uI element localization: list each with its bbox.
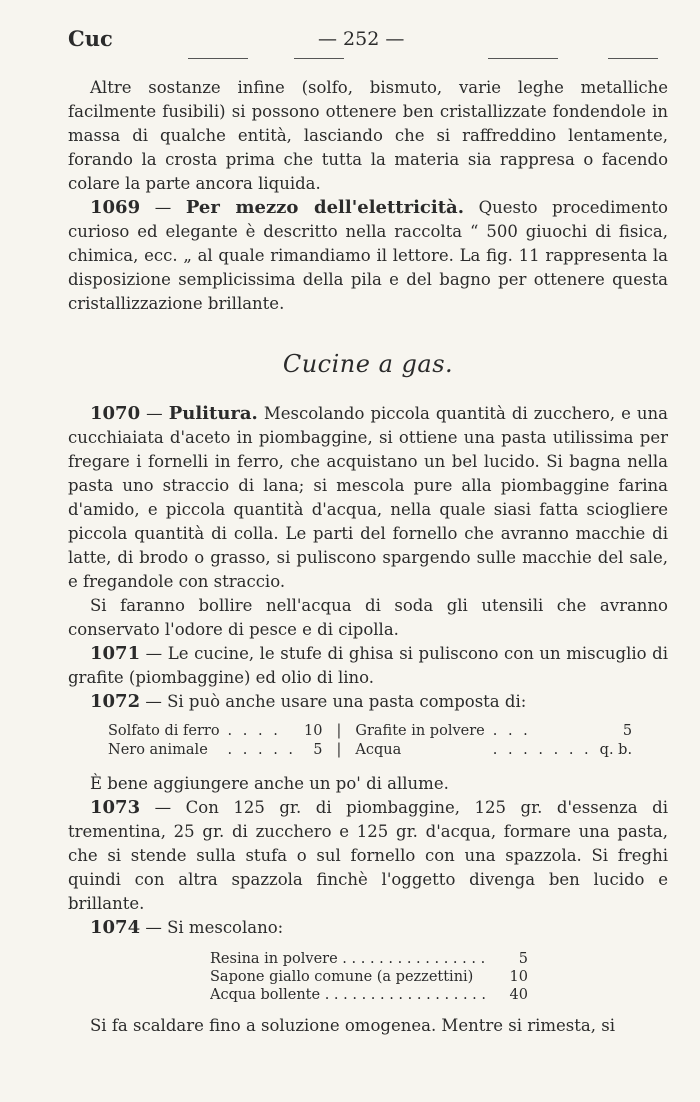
recipe-list — [210, 950, 668, 1004]
list-item — [210, 986, 528, 1004]
paragraph-1071 — [68, 642, 668, 690]
entry-text: Con 125 gr. di piombaggine, 125 gr. d'essenza di trementina, 25 gr. di zucchero e 125 gr. d'acqua, formare una pasta, che si stende sulla stufa o sul fornello con una spazzola. Si freghi quindi con altra spazzola finchè l'oggetto divenga ben lucido e brillante. — [68, 798, 668, 913]
entry-number: 1074 — [90, 917, 141, 938]
leader-dots: . . . . . — [227, 742, 297, 758]
ingredient-name: Acqua — [355, 742, 402, 758]
entry-number: 1069 — [90, 197, 141, 218]
column-divider: | — [336, 723, 342, 739]
paragraph-1073 — [68, 796, 668, 916]
entry-dash: — — [140, 198, 186, 217]
header-rule — [188, 58, 248, 59]
list-item — [210, 968, 528, 986]
column-divider: | — [336, 742, 342, 758]
ingredient-name: Nero animale — [108, 742, 208, 758]
entry-number: 1073 — [90, 797, 141, 818]
entry-text: Questo procedimento curioso ed elegante è descritto nella raccolta “ 500 giuochi di fisica, chimica, ecc. „ al quale rimandiamo il lettore. La fig. 11 rappresenta la disposizione semplicissima della pila e del bagno per ottenere questa cristallizzazione brillante. — [68, 198, 668, 313]
ingredient-name: Sapone giallo comune (a pezzettini) — [210, 969, 474, 985]
paragraph-allume: È bene aggiungere anche un po' di allume. — [90, 774, 449, 793]
entry-dash: — — [140, 644, 168, 663]
paragraph-soda: Si faranno bollire nell'acqua di soda gli utensili che avranno conservato l'odore di pesce e di cipolla. — [68, 596, 668, 639]
paragraph-intro: Altre sostanze infine (solfo, bismuto, varie leghe metalliche facilmente fusibili) si possono ottenere ben cristallizzate fondendole in massa di qualche entità, lasciando che si raffreddino lentamente, forando la crosta prima che tutta la materia sia rappresa o facendo colare la parte ancora liquida. — [68, 78, 668, 193]
header-rule — [488, 58, 558, 59]
paragraph-1072 — [68, 690, 668, 714]
entry-dash: — — [140, 404, 169, 423]
running-head: Cuc — [68, 26, 113, 51]
ingredient-qty: 5 — [313, 742, 323, 758]
paragraph-last: Si fa scaldare fino a soluzione omogenea. Mentre si rimesta, si — [90, 1016, 615, 1035]
leader-dots: . . . — [492, 723, 531, 739]
table-row — [104, 722, 636, 741]
leader-dots: . . . . — [227, 723, 281, 739]
ingredient-qty: 10 — [509, 969, 528, 985]
entry-number: 1070 — [90, 403, 141, 424]
ingredient-qty: q. b. — [599, 742, 633, 758]
list-item — [210, 950, 528, 968]
entry-number: 1072 — [90, 691, 141, 712]
section-title: Cucine a gas. — [282, 350, 454, 378]
ingredient-qty: 5 — [622, 723, 633, 739]
entry-title: Pulitura. — [168, 403, 258, 424]
entry-number: 1071 — [90, 643, 141, 664]
entry-text: Si può anche usare una pasta composta di: — [167, 692, 527, 711]
header-rule — [608, 58, 658, 59]
page-header — [68, 22, 660, 62]
page-body — [68, 76, 668, 1038]
recipe-table — [104, 722, 636, 760]
ingredient-name: Acqua bollente . . . . . . . . . . . . . . . . . . — [210, 987, 487, 1003]
page-number: — 252 — — [318, 28, 405, 50]
ingredient-name: Grafite in polvere — [355, 723, 485, 739]
ingredient-name: Solfato di ferro — [108, 723, 220, 739]
ingredient-qty: 40 — [509, 987, 528, 1003]
paragraph-1070 — [68, 402, 668, 594]
entry-text: Le cucine, le stufe di ghisa si puliscono con un miscuglio di grafite (piombaggine) ed olio di lino. — [68, 644, 668, 687]
entry-dash: — — [140, 918, 168, 937]
paragraph-1069 — [68, 196, 668, 316]
table-row — [104, 741, 636, 760]
entry-dash: — — [140, 798, 186, 817]
entry-text: Si mescolano: — [167, 918, 284, 937]
ingredient-qty: 10 — [304, 723, 323, 739]
entry-text: Mescolando piccola quantità di zucchero, e una cucchiaiata d'aceto in piombaggine, si ottiene una pasta utilissima per fregare i fornelli in ferro, che acquistano un bel lucido. Si bagna nella pasta uno straccio di lana; si mescola pure alla piombaggine farina d'amido, e piccola quantità d'acqua, nella quale siasi fatta sciogliere piccola quantità di colla. Le parti del fornello che avranno macchie di latte, di brodo o grasso, si puliscono spargendo sulle macchie del sale, e fregandole con straccio. — [68, 404, 668, 591]
header-rule — [294, 58, 344, 59]
ingredient-name: Resina in polvere . . . . . . . . . . . . . . . . — [210, 951, 486, 967]
entry-title: Per mezzo dell'elettricità. — [185, 197, 464, 218]
ingredient-qty: 5 — [518, 951, 528, 967]
paragraph-1074 — [68, 916, 668, 940]
entry-dash: — — [140, 692, 168, 711]
leader-dots: . . . . . . . — [492, 742, 592, 758]
